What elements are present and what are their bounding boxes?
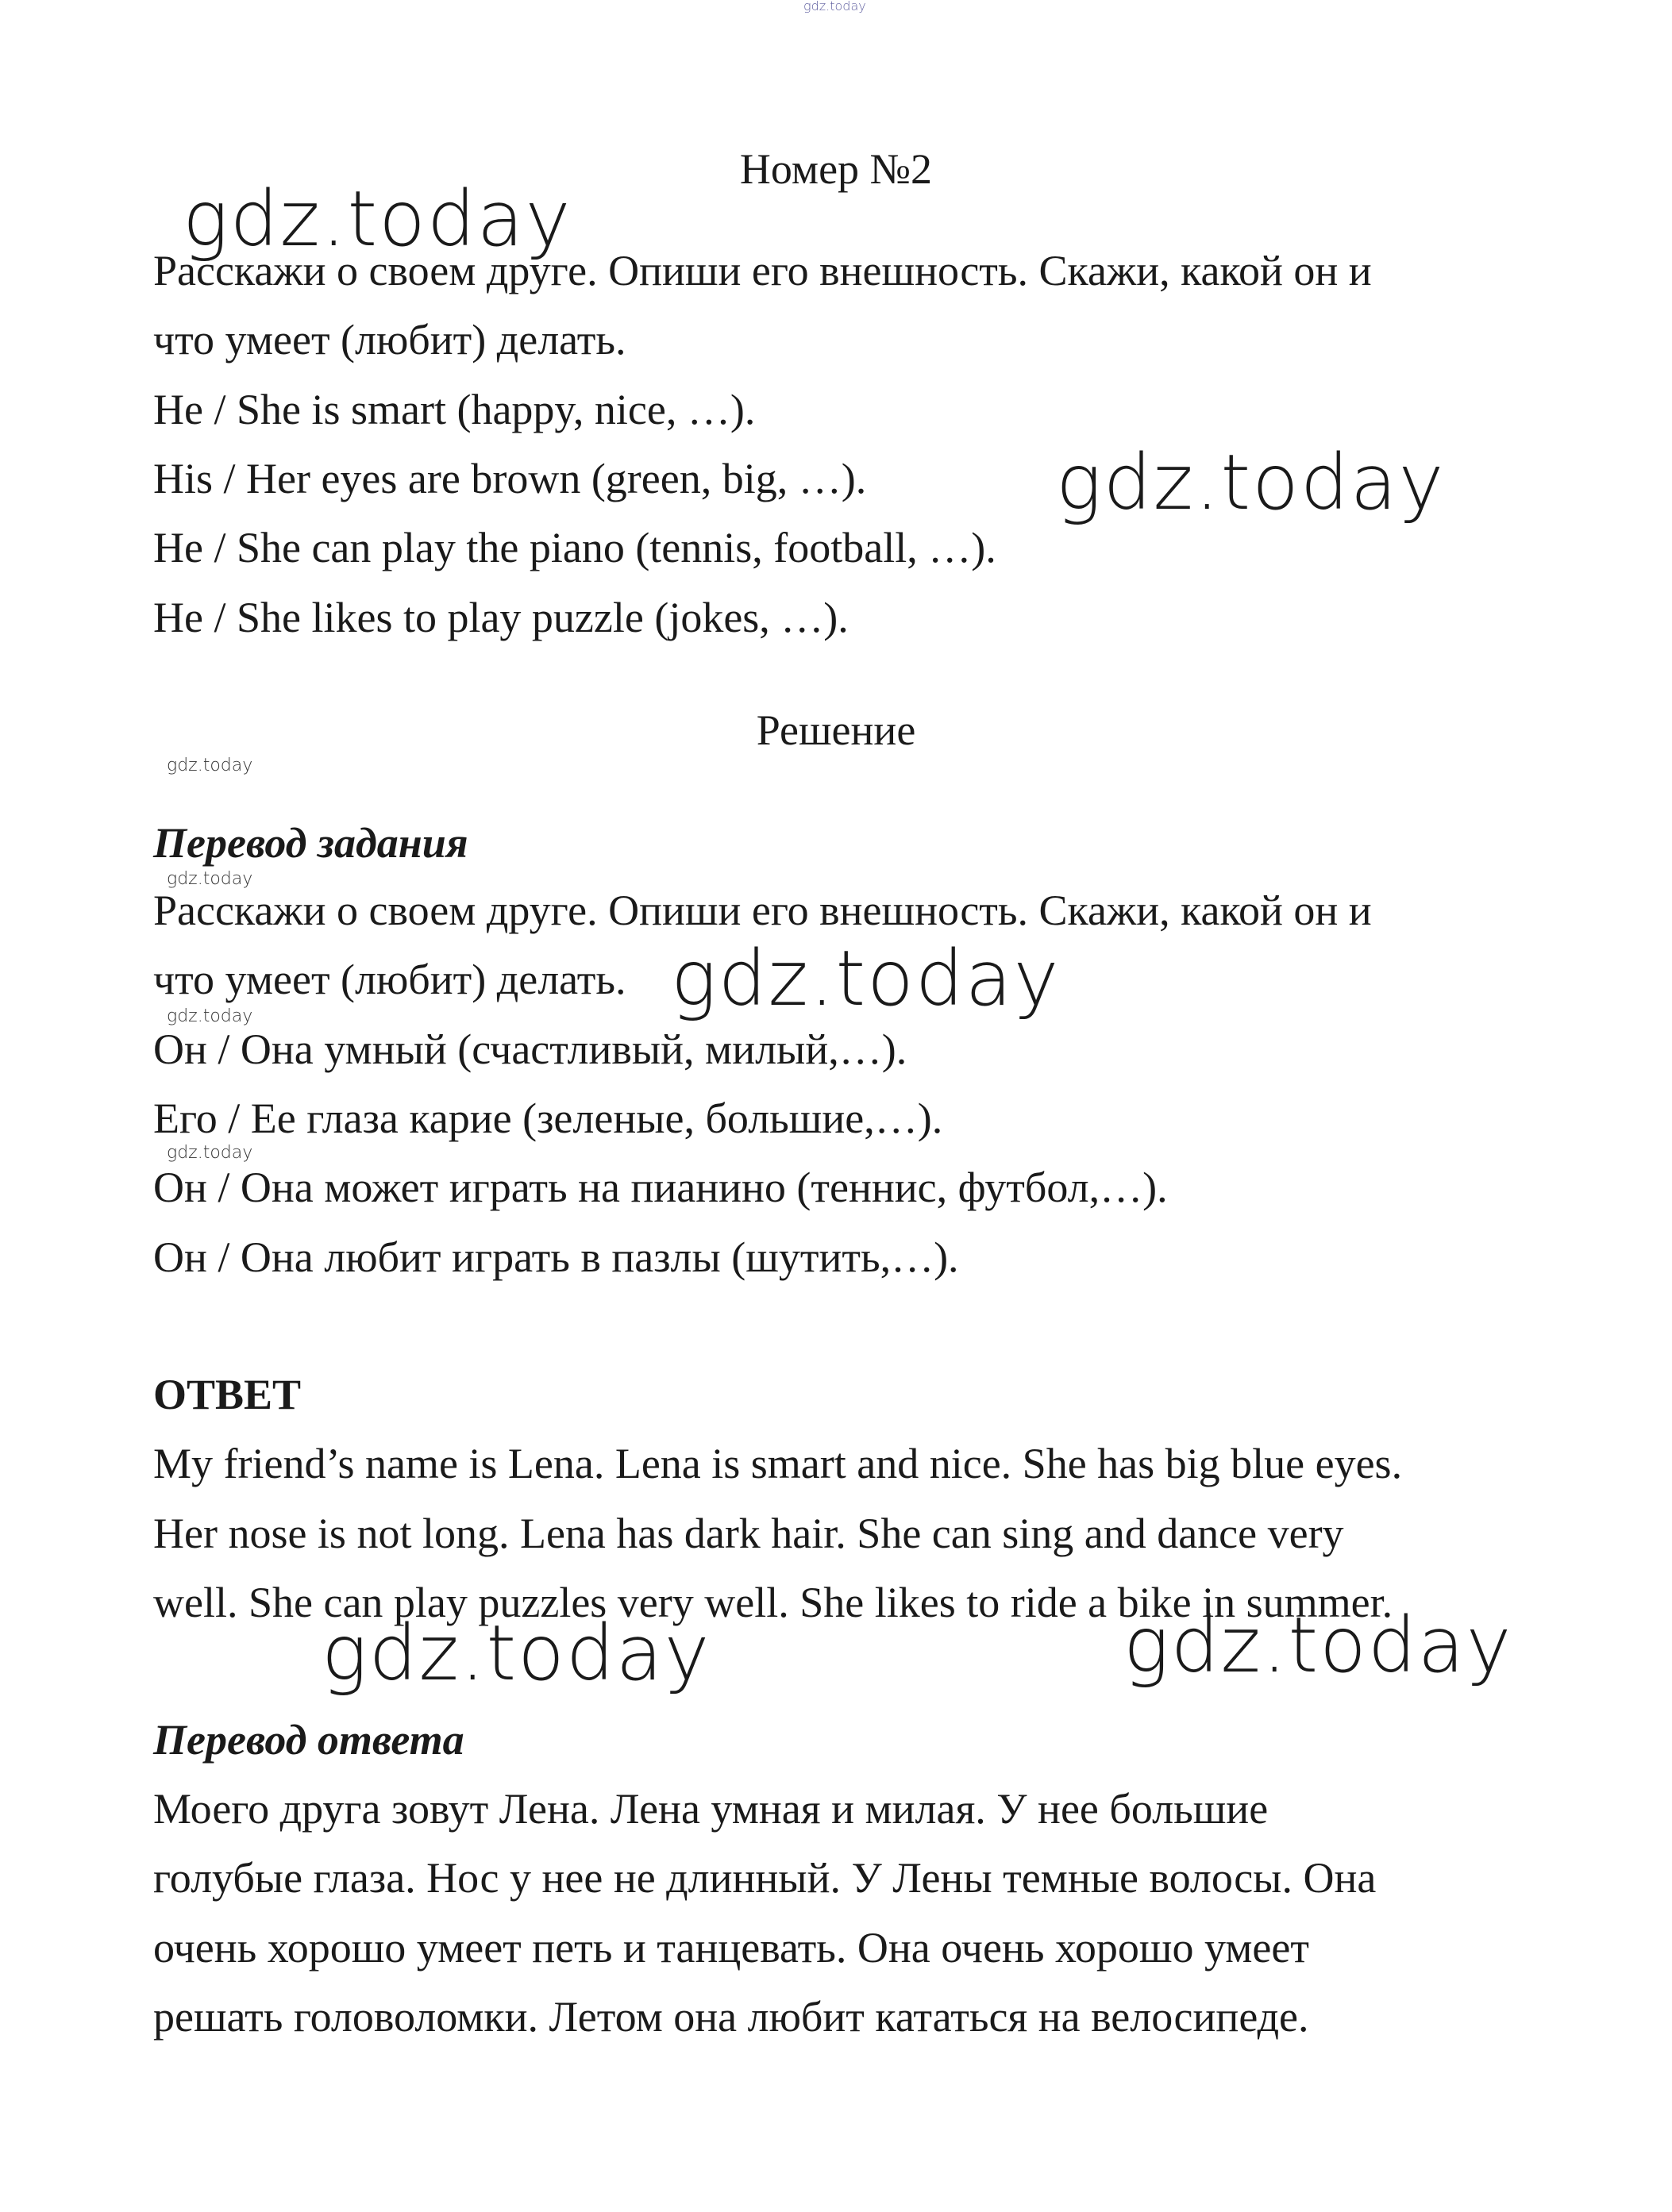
task-example-2: His / Her eyes are brown (green, big, …). <box>153 455 867 502</box>
answer-line-2: Her nose is not long. Lena has dark hair. She can sing and dance very <box>153 1510 1344 1557</box>
watermark: gdz.today <box>167 756 253 775</box>
task-intro-line-1: Расскажи о своем друге. Опиши его внешность. Скажи, какой он и <box>153 247 1372 294</box>
answer-translation-line-1: Моего друга зовут Лена. Лена умная и милая. У нее большие <box>153 1785 1269 1833</box>
translation-line-2: что умеет (любит) делать. <box>153 956 626 1003</box>
task-intro-line-2: что умеет (любит) делать. <box>153 316 626 364</box>
site-mark: gdz.today <box>803 0 866 13</box>
watermark: gdz.today <box>1123 1601 1513 1690</box>
answer-translation-line-4: решать головоломки. Летом она любит кататься на велосипеде. <box>153 1993 1309 2041</box>
watermark: gdz.today <box>322 1609 711 1698</box>
answer-translation-line-2: голубые глаза. Нос у нее не длинный. У Лены темные волосы. Она <box>153 1854 1377 1902</box>
translated-example-3: Он / Она может играть на пианино (теннис, футбол,…). <box>153 1164 1168 1211</box>
answer-translation-line-3: очень хорошо умеет петь и танцевать. Она очень хорошо умеет <box>153 1924 1309 1972</box>
watermark: gdz.today <box>671 934 1061 1023</box>
translated-example-4: Он / Она любит играть в пазлы (шутить,…). <box>153 1233 959 1281</box>
watermark: gdz.today <box>167 1143 253 1163</box>
watermark: gdz.today <box>183 175 572 264</box>
answer-translation-heading: Перевод ответа <box>153 1716 464 1764</box>
answer-heading: ОТВЕТ <box>153 1371 302 1418</box>
answer-line-1: My friend’s name is Lena. Lena is smart and nice. She has big blue eyes. <box>153 1440 1403 1487</box>
task-example-3: He / She can play the piano (tennis, football, …). <box>153 524 996 571</box>
solution-heading: Решение <box>756 706 916 754</box>
page-title: Номер №2 <box>739 145 933 193</box>
translation-line-1: Расскажи о своем друге. Опиши его внешность. Скажи, какой он и <box>153 887 1372 934</box>
watermark: gdz.today <box>167 1006 253 1026</box>
translated-example-1: Он / Она умный (счастливый, милый,…). <box>153 1025 907 1073</box>
translated-example-2: Его / Ее глаза карие (зеленые, большие,…). <box>153 1094 943 1142</box>
translation-heading: Перевод задания <box>153 819 468 867</box>
task-example-4: He / She likes to play puzzle (jokes, …). <box>153 594 849 641</box>
watermark: gdz.today <box>167 869 253 889</box>
answer-line-3: well. She can play puzzles very well. She likes to ride a bike in summer. <box>153 1579 1393 1626</box>
task-example-1: He / She is smart (happy, nice, …). <box>153 386 756 433</box>
watermark: gdz.today <box>1056 438 1446 527</box>
